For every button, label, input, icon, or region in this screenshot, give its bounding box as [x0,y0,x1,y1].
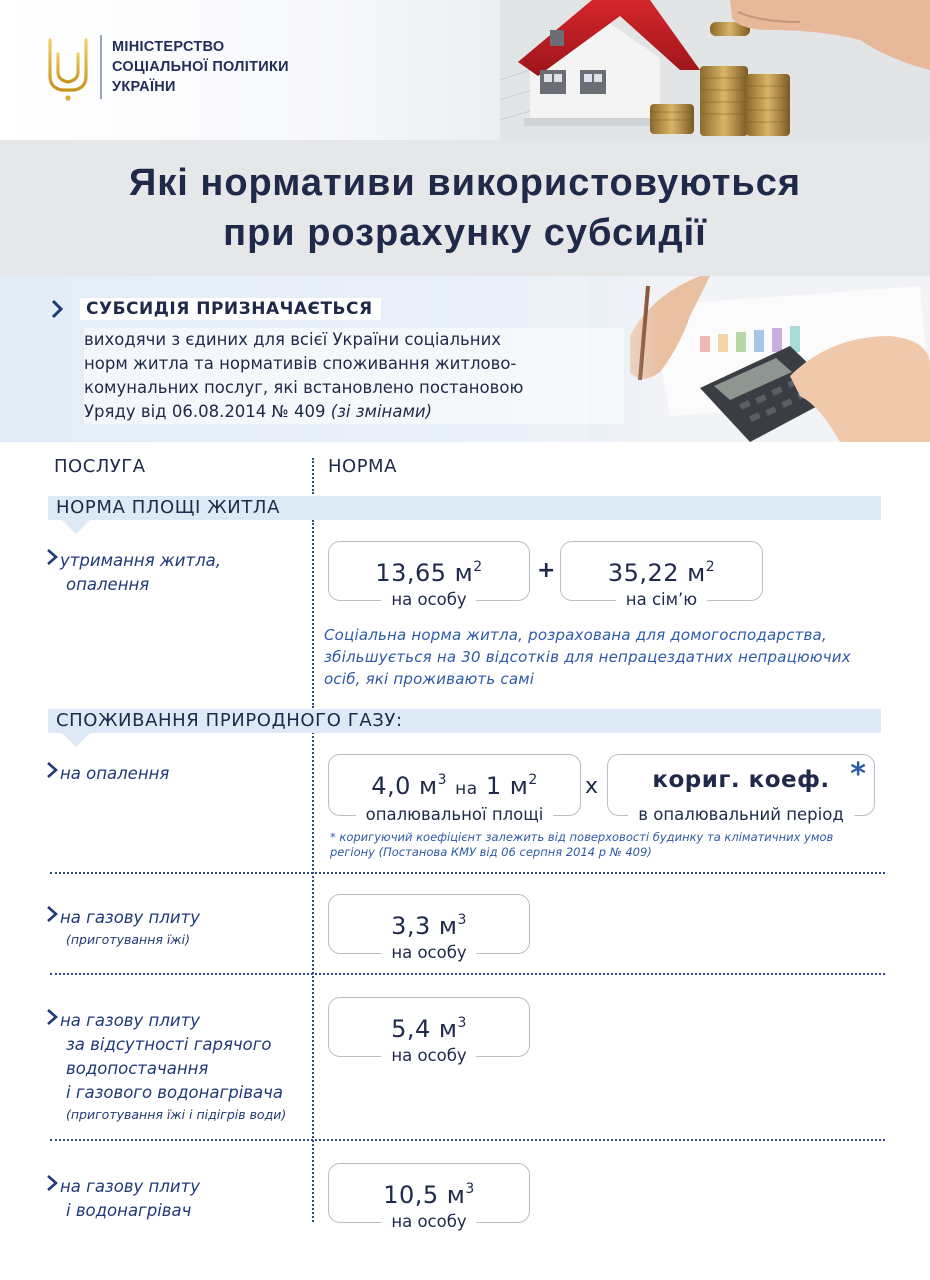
value-heating-gas: 4,0 м [371,772,438,800]
row-separator [50,973,885,975]
plus-sign: + [537,558,556,583]
housing-note-line-2: збільшується на 30 відсотків для непрацездатних непрацюючих [324,648,851,666]
caption-heated-area: опалювальної площі [356,805,554,825]
column-header-norm: НОРМА [328,456,397,477]
row-label-stove-heater-line-2: і водонагрівач [66,1201,192,1220]
caption-per-family: на сім’ю [616,590,707,610]
ministry-logo[interactable] [44,32,289,102]
value-stove: 3,3 м [391,912,458,940]
row-label-stove [46,905,200,950]
row-label-stove-nohot-line-1: на газову плиту [60,1011,200,1030]
ministry-line-1: МІНІСТЕРСТВО [112,39,225,55]
ministry-line-3: УКРАЇНИ [112,79,176,95]
row-label-housing-line-2: опалення [66,575,150,594]
intro-line-4-italic: (зі змінами) [330,402,433,421]
section-natural-gas: СПОЖИВАННЯ ПРИРОДНОГО ГАЗУ: [48,709,881,733]
intro-panel [0,276,930,442]
intro-heading: СУБСИДІЯ ПРИЗНАЧАЄТЬСЯ [80,298,381,320]
row-label-stove-text: на газову плиту [60,908,200,927]
value-box-stove-no-hot-water [328,997,530,1065]
intro-line-2: норм житла та нормативів споживання житлово- [84,352,624,376]
chevron-right-icon [50,298,64,320]
value-unit-superscript: 3 [457,1015,467,1031]
caption-per-person: на особу [381,1046,476,1066]
value-unit-superscript: 3 [465,1181,475,1197]
caption-per-person: на особу [381,590,476,610]
value-per-family-area: 35,22 м [607,559,706,587]
row-label-stove-nohot-line-2: за відсутності гарячого [66,1035,272,1054]
section-notch [62,733,90,747]
value-per-person-area: 13,65 м [375,559,474,587]
row-separator [50,1139,885,1141]
value-unit-superscript: 2 [528,772,538,788]
value-unit-superscript: 2 [705,559,716,575]
value-box-correction-coef [607,754,875,824]
row-label-heating [46,761,169,786]
value-box-per-person-area [328,541,530,609]
chevron-right-icon [46,1174,58,1192]
intro-text [84,328,624,424]
row-label-stove-heater [46,1174,200,1223]
row-label-stove-nohot-line-4: і газового водонагрівача [66,1083,283,1102]
row-separator [50,872,885,874]
trident-icon [44,32,92,102]
value-per-word: на [455,779,478,799]
value-stove-no-hot-water: 5,4 м [391,1015,458,1043]
chevron-right-icon [46,1008,58,1026]
row-label-stove-nohot-line-3: водопостачання [66,1059,209,1078]
chevron-right-icon [46,905,58,923]
logo-divider [100,35,102,99]
value-unit-superscript: 3 [437,772,448,788]
row-label-stove-no-hot-water [46,1008,286,1125]
value-correction-coef: кориг. коеф. [652,767,830,793]
row-label-stove-sub: (приготування їжі) [66,932,190,947]
section-housing-area: НОРМА ПЛОЩІ ЖИТЛА [48,496,881,520]
caption-per-person: на особу [381,943,476,963]
header [0,0,930,140]
asterisk-mark: * [850,757,866,792]
value-box-stove [328,894,530,962]
value-box-stove-heater [328,1163,530,1231]
value-box-heating-gas [328,754,581,824]
column-divider [312,732,314,1222]
column-divider [312,458,314,494]
page-title-line-2: при розрахунку субсидії [223,212,707,254]
times-sign: х [585,774,599,799]
housing-note [324,624,851,690]
row-label-housing [46,548,221,597]
heating-footnote-line-1: * коригуючий коефіцієнт залежить від поверховості будинку та кліматичних умов [330,830,834,844]
ministry-name [112,37,289,97]
housing-note-line-3: осіб, які проживають самі [324,670,535,688]
page-title-line-1: Які нормативи використовуються [128,162,802,204]
value-unit-superscript: 2 [473,559,483,575]
caption-per-person: на особу [381,1212,476,1232]
value-area-unit: 1 м [485,772,529,800]
chevron-right-icon [46,761,58,779]
title-band [0,140,930,276]
calculator-hands-photo [590,276,930,442]
column-divider [312,520,314,708]
value-unit-superscript: 3 [457,912,467,928]
house-coins-photo [500,0,930,140]
intro-line-4-text: Уряду від 06.08.2014 № 409 [84,402,326,421]
row-label-housing-line-1: утримання житла, [60,551,221,570]
intro-line-4 [84,400,624,424]
caption-heating-period: в опалювальний період [628,805,854,825]
intro-line-3: комунальних послуг, які встановлено постановою [84,376,624,400]
column-header-service: ПОСЛУГА [54,456,146,477]
section-notch [62,520,90,534]
housing-note-line-1: Соціальна норма житла, розрахована для домогосподарства, [324,626,827,644]
row-label-stove-nohot-sub: (приготування їжі і підігрів води) [66,1107,287,1122]
value-box-per-family-area [560,541,763,609]
heating-footnote [330,830,833,860]
heating-footnote-line-2: регіону (Постанова КМУ від 06 серпня 2014 р № 409) [330,845,652,859]
ministry-line-2: СОЦІАЛЬНОЇ ПОЛІТИКИ [112,59,289,75]
row-label-stove-heater-line-1: на газову плиту [60,1177,200,1196]
chevron-right-icon [46,548,58,566]
row-label-heating-text: на опалення [60,764,170,783]
value-stove-heater: 10,5 м [383,1181,466,1209]
intro-line-1: виходячи з єдиних для всієї України соціальних [84,328,624,352]
